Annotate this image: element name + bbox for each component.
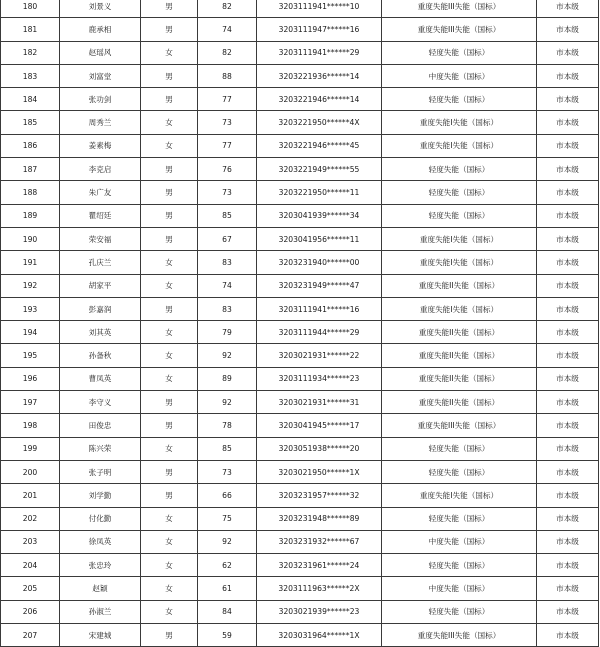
table-row [1,18,599,41]
sex-cell: 男 [141,18,198,41]
sex-cell: 女 [141,344,198,367]
id-number-cell: 3203041956******11 [257,227,382,250]
row-number-cell: 205 [1,577,60,600]
disability-level-cell: 中度失能（国标） [382,64,537,87]
row-number-cell: 193 [1,297,60,320]
disability-level-cell: 重度失能I失能（国标） [382,227,537,250]
disability-level-cell: 轻度失能（国标） [382,507,537,530]
sex-cell: 男 [141,414,198,437]
disability-level-cell: 轻度失能（国标） [382,554,537,577]
age-cell: 67 [198,227,257,250]
sex-cell: 男 [141,64,198,87]
table-row [1,507,599,530]
disability-level-cell: 轻度失能（国标） [382,181,537,204]
age-cell: 84 [198,600,257,623]
id-number-cell: 3203231948******89 [257,507,382,530]
jurisdiction-cell: 市本级 [537,274,599,297]
disability-level-cell: 轻度失能（国标） [382,600,537,623]
name-cell: 孔庆兰 [60,251,141,274]
disability-level-cell: 轻度失能（国标） [382,460,537,483]
row-number-cell: 180 [1,0,60,18]
table-row [1,158,599,181]
sex-cell: 男 [141,460,198,483]
name-cell: 陈兴荣 [60,437,141,460]
jurisdiction-cell: 市本级 [537,530,599,553]
jurisdiction-cell: 市本级 [537,251,599,274]
id-number-cell: 3203111941******29 [257,41,382,64]
row-number-cell: 206 [1,600,60,623]
table-row [1,41,599,64]
name-cell: 朱广友 [60,181,141,204]
age-cell: 75 [198,507,257,530]
sex-cell: 男 [141,624,198,647]
row-number-cell: 190 [1,227,60,250]
id-number-cell: 3203231957******32 [257,484,382,507]
row-number-cell: 189 [1,204,60,227]
name-cell: 李克启 [60,158,141,181]
sex-cell: 男 [141,227,198,250]
sex-cell: 女 [141,251,198,274]
table-row [1,111,599,134]
id-number-cell: 3203041945******17 [257,414,382,437]
table-row [1,554,599,577]
jurisdiction-cell: 市本级 [537,507,599,530]
jurisdiction-cell: 市本级 [537,554,599,577]
row-number-cell: 185 [1,111,60,134]
name-cell: 刘其英 [60,321,141,344]
row-number-cell: 198 [1,414,60,437]
age-cell: 79 [198,321,257,344]
table-row [1,577,599,600]
age-cell: 82 [198,0,257,18]
sex-cell: 男 [141,181,198,204]
sex-cell: 女 [141,367,198,390]
id-number-cell: 3203111963******2X [257,577,382,600]
disability-level-cell: 重度失能II失能（国标） [382,391,537,414]
row-number-cell: 182 [1,41,60,64]
row-number-cell: 184 [1,88,60,111]
name-cell: 彭嘉润 [60,297,141,320]
name-cell: 鹿承相 [60,18,141,41]
jurisdiction-cell: 市本级 [537,414,599,437]
disability-level-cell: 轻度失能（国标） [382,204,537,227]
row-number-cell: 187 [1,158,60,181]
age-cell: 83 [198,251,257,274]
jurisdiction-cell: 市本级 [537,344,599,367]
jurisdiction-cell: 市本级 [537,484,599,507]
age-cell: 74 [198,274,257,297]
row-number-cell: 191 [1,251,60,274]
disability-level-cell: 重度失能I失能（国标） [382,111,537,134]
disability-level-cell: 轻度失能（国标） [382,41,537,64]
row-number-cell: 188 [1,181,60,204]
table-row [1,251,599,274]
table-row [1,204,599,227]
name-cell: 张忠玲 [60,554,141,577]
sex-cell: 女 [141,111,198,134]
age-cell: 83 [198,297,257,320]
jurisdiction-cell: 市本级 [537,367,599,390]
table-row [1,391,599,414]
table-row [1,624,599,647]
jurisdiction-cell: 市本级 [537,41,599,64]
age-cell: 77 [198,88,257,111]
sex-cell: 男 [141,297,198,320]
jurisdiction-cell: 市本级 [537,204,599,227]
id-number-cell: 3203111941******10 [257,0,382,18]
table-row [1,88,599,111]
table-row [1,437,599,460]
age-cell: 59 [198,624,257,647]
name-cell: 宋建城 [60,624,141,647]
jurisdiction-cell: 市本级 [537,134,599,157]
row-number-cell: 202 [1,507,60,530]
disability-level-cell: 重度失能II失能（国标） [382,344,537,367]
disability-level-cell: 重度失能I失能（国标） [382,484,537,507]
jurisdiction-cell: 市本级 [537,18,599,41]
disability-level-cell: 轻度失能（国标） [382,158,537,181]
age-cell: 77 [198,134,257,157]
name-cell: 赵颖 [60,577,141,600]
table-body [1,0,599,647]
sex-cell: 女 [141,321,198,344]
table-row [1,297,599,320]
sex-cell: 男 [141,391,198,414]
name-cell: 瞿绍廷 [60,204,141,227]
id-number-cell: 3203021950******1X [257,460,382,483]
disability-level-cell: 重度失能III失能（国标） [382,414,537,437]
row-number-cell: 200 [1,460,60,483]
name-cell: 曹凤英 [60,367,141,390]
id-number-cell: 3203111947******16 [257,18,382,41]
name-cell: 荣安福 [60,227,141,250]
sex-cell: 女 [141,134,198,157]
row-number-cell: 207 [1,624,60,647]
name-cell: 田俊忠 [60,414,141,437]
disability-level-cell: 重度失能I失能（国标） [382,297,537,320]
table-row [1,181,599,204]
table-row [1,134,599,157]
row-number-cell: 186 [1,134,60,157]
name-cell: 徐凤英 [60,530,141,553]
name-cell: 刘学勤 [60,484,141,507]
age-cell: 82 [198,41,257,64]
age-cell: 89 [198,367,257,390]
age-cell: 73 [198,460,257,483]
age-cell: 92 [198,530,257,553]
sex-cell: 男 [141,88,198,111]
age-cell: 78 [198,414,257,437]
name-cell: 付化勤 [60,507,141,530]
sex-cell: 男 [141,158,198,181]
jurisdiction-cell: 市本级 [537,321,599,344]
jurisdiction-cell: 市本级 [537,64,599,87]
disability-level-cell: 重度失能III失能（国标） [382,18,537,41]
id-number-cell: 3203221936******14 [257,64,382,87]
sex-cell: 女 [141,577,198,600]
sex-cell: 女 [141,530,198,553]
sex-cell: 男 [141,0,198,18]
row-number-cell: 204 [1,554,60,577]
row-number-cell: 194 [1,321,60,344]
age-cell: 88 [198,64,257,87]
name-cell: 胡家平 [60,274,141,297]
disability-level-cell: 重度失能II失能（国标） [382,367,537,390]
name-cell: 姜素梅 [60,134,141,157]
jurisdiction-cell: 市本级 [537,88,599,111]
name-cell: 刘景义 [60,0,141,18]
age-cell: 74 [198,18,257,41]
name-cell: 赵瑶风 [60,41,141,64]
id-number-cell: 3203221950******4X [257,111,382,134]
table-row [1,484,599,507]
sex-cell: 男 [141,204,198,227]
disability-level-cell: 重度失能III失能（国标） [382,0,537,18]
id-number-cell: 3203231949******47 [257,274,382,297]
jurisdiction-cell: 市本级 [537,227,599,250]
name-cell: 周秀兰 [60,111,141,134]
jurisdiction-cell: 市本级 [537,600,599,623]
row-number-cell: 201 [1,484,60,507]
id-number-cell: 3203111941******16 [257,297,382,320]
row-number-cell: 197 [1,391,60,414]
sex-cell: 女 [141,600,198,623]
disability-level-cell: 重度失能III失能（国标） [382,624,537,647]
row-number-cell: 183 [1,64,60,87]
age-cell: 85 [198,204,257,227]
sex-cell: 女 [141,437,198,460]
id-number-cell: 3203051938******20 [257,437,382,460]
id-number-cell: 3203021939******23 [257,600,382,623]
sex-cell: 女 [141,554,198,577]
name-cell: 张子明 [60,460,141,483]
age-cell: 92 [198,391,257,414]
table-row [1,600,599,623]
disability-level-cell: 中度失能（国标） [382,530,537,553]
name-cell: 孙备秋 [60,344,141,367]
id-number-cell: 3203221950******11 [257,181,382,204]
id-number-cell: 3203111934******23 [257,367,382,390]
age-cell: 92 [198,344,257,367]
id-number-cell: 3203041939******34 [257,204,382,227]
sex-cell: 女 [141,507,198,530]
table-row [1,321,599,344]
name-cell: 孙淑兰 [60,600,141,623]
id-number-cell: 3203221946******45 [257,134,382,157]
table-row [1,460,599,483]
table-row [1,367,599,390]
jurisdiction-cell: 市本级 [537,181,599,204]
id-number-cell: 3203111944******29 [257,321,382,344]
id-number-cell: 3203221946******14 [257,88,382,111]
disability-level-cell: 中度失能（国标） [382,577,537,600]
age-cell: 62 [198,554,257,577]
row-number-cell: 181 [1,18,60,41]
row-number-cell: 203 [1,530,60,553]
jurisdiction-cell: 市本级 [537,0,599,18]
disability-level-cell: 重度失能II失能（国标） [382,321,537,344]
age-cell: 61 [198,577,257,600]
age-cell: 76 [198,158,257,181]
row-number-cell: 196 [1,367,60,390]
age-cell: 73 [198,181,257,204]
table-row [1,0,599,18]
jurisdiction-cell: 市本级 [537,577,599,600]
jurisdiction-cell: 市本级 [537,460,599,483]
disability-level-cell: 重度失能I失能（国标） [382,134,537,157]
name-cell: 李守义 [60,391,141,414]
jurisdiction-cell: 市本级 [537,297,599,320]
id-number-cell: 3203031964******1X [257,624,382,647]
age-cell: 85 [198,437,257,460]
id-number-cell: 3203231940******00 [257,251,382,274]
jurisdiction-cell: 市本级 [537,391,599,414]
sex-cell: 女 [141,274,198,297]
table-row [1,344,599,367]
table-row [1,227,599,250]
row-number-cell: 195 [1,344,60,367]
disability-level-cell: 轻度失能（国标） [382,437,537,460]
table-row [1,414,599,437]
jurisdiction-cell: 市本级 [537,111,599,134]
disability-level-cell: 重度失能II失能（国标） [382,274,537,297]
id-number-cell: 3203231961******24 [257,554,382,577]
disability-level-cell: 轻度失能（国标） [382,88,537,111]
row-number-cell: 199 [1,437,60,460]
sex-cell: 女 [141,41,198,64]
table-row [1,274,599,297]
id-number-cell: 3203231932******67 [257,530,382,553]
age-cell: 66 [198,484,257,507]
id-number-cell: 3203021931******31 [257,391,382,414]
jurisdiction-cell: 市本级 [537,158,599,181]
name-cell: 张功剑 [60,88,141,111]
sex-cell: 男 [141,484,198,507]
table-row [1,64,599,87]
jurisdiction-cell: 市本级 [537,437,599,460]
disability-level-cell: 重度失能I失能（国标） [382,251,537,274]
id-number-cell: 3203021931******22 [257,344,382,367]
jurisdiction-cell: 市本级 [537,624,599,647]
id-number-cell: 3203221949******55 [257,158,382,181]
row-number-cell: 192 [1,274,60,297]
age-cell: 73 [198,111,257,134]
name-cell: 刘富堂 [60,64,141,87]
